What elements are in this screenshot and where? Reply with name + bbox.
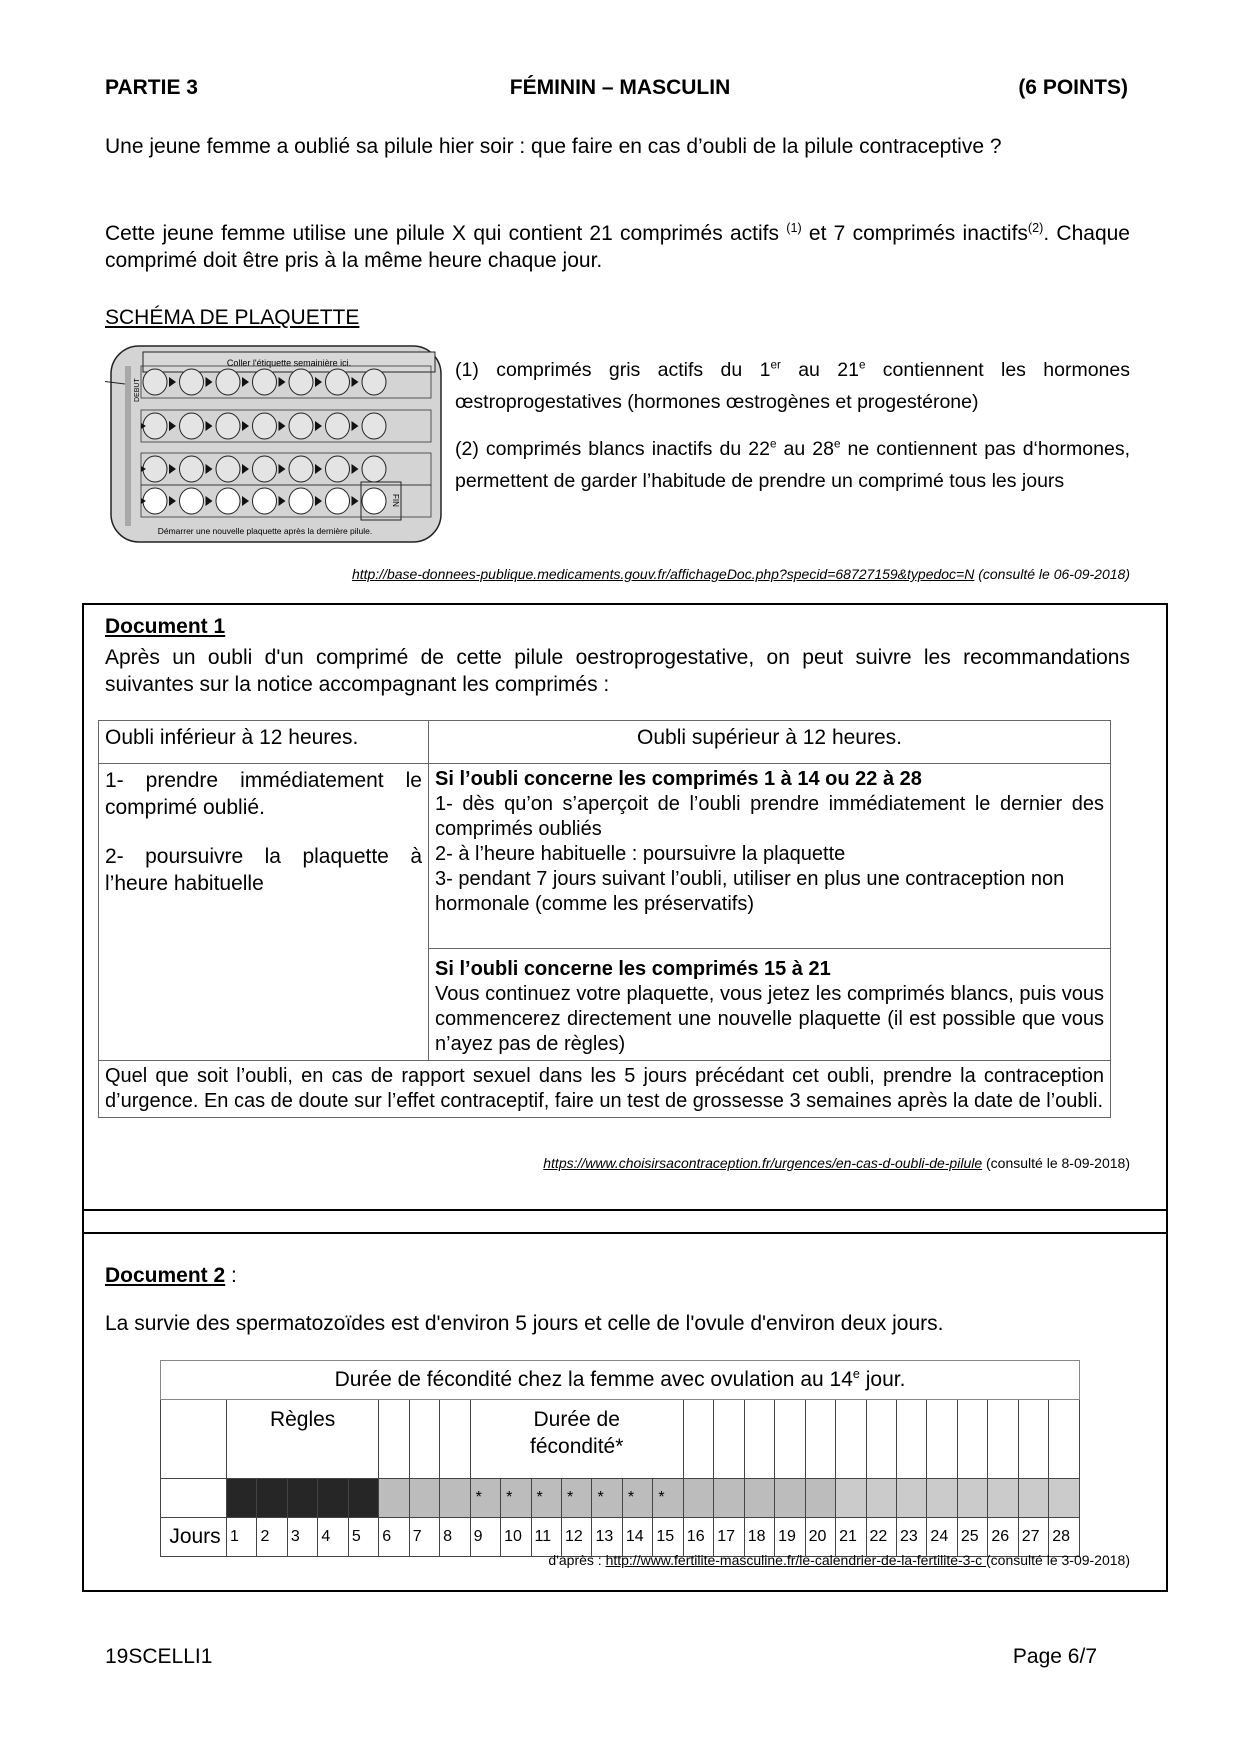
active-pill bbox=[143, 456, 167, 482]
header-empty-cell bbox=[1018, 1400, 1048, 1479]
regles-label: Règles bbox=[227, 1400, 379, 1479]
pill-text-a: Cette jeune femme utilise une pilule X qui contient 21 comprimés actifs bbox=[105, 222, 779, 245]
active-pill bbox=[326, 456, 350, 482]
regles-day-cell bbox=[348, 1479, 378, 1518]
day-number: 14 bbox=[622, 1518, 652, 1557]
days-label: Jours bbox=[161, 1518, 227, 1557]
day-number: 1 bbox=[227, 1518, 257, 1557]
pill-text-b: et 7 comprimés inactifs bbox=[801, 222, 1028, 245]
header-over-12h: Oubli supérieur à 12 heures. bbox=[429, 721, 1111, 764]
inactive-pill bbox=[216, 488, 240, 514]
case-2-cell bbox=[429, 949, 1111, 1061]
blister-side-bar bbox=[125, 366, 131, 526]
question-text: Une jeune femme a oublié sa pilule hier soir : que faire en cas d’oubli de la pilule contraceptive ? bbox=[105, 135, 1002, 158]
document-2-source: d'après : http://www.fertilite-masculine.fr/le-calendrier-de-la-fertilite-3-c (consulté le 3-09-2018) bbox=[548, 1552, 1130, 1568]
under-12h-steps bbox=[99, 764, 429, 1061]
active-pill bbox=[143, 369, 167, 395]
active-pill bbox=[180, 456, 204, 482]
header-empty-cell bbox=[988, 1400, 1018, 1479]
table-header-row bbox=[99, 721, 1111, 764]
fertility-table-days-row bbox=[161, 1518, 1080, 1557]
header-empty-cell bbox=[957, 1400, 987, 1479]
cycle-day-cell bbox=[714, 1479, 744, 1518]
active-pill bbox=[289, 413, 313, 439]
header-empty-cell bbox=[866, 1400, 896, 1479]
general-note: Quel que soit l’oubli, en cas de rapport sexuel dans les 5 jours précédant cet oubli, prendre la contraception d’urgence. En cas de doute sur l’effet contraceptif, faire un test de grossesse 3 semaines après la date de l’oubli. bbox=[99, 1061, 1111, 1118]
table-row bbox=[99, 1061, 1111, 1118]
document-2-source-link[interactable]: http://www.fertilite-masculine.fr/le-calendrier-de-la-fertilite-3-c bbox=[605, 1552, 987, 1568]
cycle-day-cell bbox=[957, 1479, 987, 1518]
day-number: 20 bbox=[805, 1518, 835, 1557]
day-number: 23 bbox=[896, 1518, 926, 1557]
header-empty-cell bbox=[896, 1400, 926, 1479]
document-code: 19SCELLI1 bbox=[105, 1645, 213, 1668]
cycle-day-cell bbox=[988, 1479, 1018, 1518]
pill-text-c: . Chaque comprimé doit être pris à la même heure chaque jour. bbox=[105, 222, 1130, 272]
under-12h-step-1: 1- prendre immédiatement le comprimé oublié. bbox=[105, 769, 422, 819]
active-pill bbox=[216, 369, 240, 395]
schema-source: http://base-donnees-publique.medicaments.gouv.fr/affichageDoc.php?specid=68727159&typedoc=N (consulté le 06-09-2018) bbox=[351, 566, 1130, 582]
regles-day-cell bbox=[287, 1479, 317, 1518]
active-pill bbox=[216, 413, 240, 439]
table-row bbox=[99, 764, 1111, 949]
header-empty-cell bbox=[683, 1400, 713, 1479]
legend-2: (2) comprimés blancs inactifs du 22e au 28e ne contiennent pas d‘hormones, permettent de garder l’habitude de prendre un comprimé tous les jours bbox=[455, 437, 1130, 492]
day-number: 17 bbox=[714, 1518, 744, 1557]
header-empty-cell bbox=[744, 1400, 774, 1479]
header-empty-cell bbox=[379, 1400, 409, 1479]
active-pill bbox=[362, 369, 386, 395]
fertile-day-marker: * bbox=[501, 1479, 531, 1518]
cycle-day-cell bbox=[805, 1479, 835, 1518]
inactive-pill bbox=[253, 488, 277, 514]
day-number: 27 bbox=[1018, 1518, 1048, 1557]
header-empty-cell bbox=[440, 1400, 470, 1479]
day-number: 5 bbox=[348, 1518, 378, 1557]
document-2-title: Document 2 bbox=[105, 1264, 226, 1287]
cycle-day-cell bbox=[927, 1479, 957, 1518]
fertility-table-caption: Durée de fécondité chez la femme avec ovulation au 14e jour. bbox=[161, 1361, 1080, 1400]
cycle-day-cell bbox=[379, 1479, 409, 1518]
day-number: 8 bbox=[440, 1518, 470, 1557]
active-pill bbox=[362, 456, 386, 482]
document-separator bbox=[82, 1209, 1168, 1234]
day-number: 6 bbox=[379, 1518, 409, 1557]
active-pill bbox=[362, 413, 386, 439]
cycle-day-cell bbox=[683, 1479, 713, 1518]
footnote-ref-1: (1) bbox=[786, 221, 802, 235]
fertility-table-header-row bbox=[161, 1400, 1080, 1479]
active-pill bbox=[326, 369, 350, 395]
case-2-title: Si l’oubli concerne les comprimés 15 à 21 bbox=[435, 958, 831, 980]
case-1-cell bbox=[429, 764, 1111, 949]
case-1-step-2: 2- à l’heure habituelle : poursuivre la plaquette bbox=[435, 843, 846, 865]
case-1-title: Si l’oubli concerne les comprimés 1 à 14 ou 22 à 28 bbox=[435, 768, 922, 790]
cycle-day-cell bbox=[409, 1479, 439, 1518]
day-number: 10 bbox=[501, 1518, 531, 1557]
document-1-source: https://www.choisirsacontraception.fr/urgences/en-cas-d-oubli-de-pilule (consulté le 8-09-2018) bbox=[543, 1155, 1130, 1171]
cycle-day-cell bbox=[836, 1479, 866, 1518]
regles-day-cell bbox=[318, 1479, 348, 1518]
fertile-day-marker: * bbox=[653, 1479, 683, 1518]
document-2-intro: La survie des spermatozoïdes est d'environ 5 jours et celle de l'ovule d'environ deux jours. bbox=[105, 1312, 944, 1335]
fertility-table-shade-row bbox=[161, 1479, 1080, 1518]
day-number: 9 bbox=[470, 1518, 500, 1557]
header-empty-cell bbox=[409, 1400, 439, 1479]
blister-diagram bbox=[105, 344, 445, 546]
fertile-day-marker: * bbox=[592, 1479, 622, 1518]
day-number: 13 bbox=[592, 1518, 622, 1557]
inactive-pill bbox=[143, 488, 167, 514]
regles-day-cell bbox=[227, 1479, 257, 1518]
header-empty-cell bbox=[1049, 1400, 1080, 1479]
cycle-day-cell bbox=[1018, 1479, 1048, 1518]
day-number: 11 bbox=[531, 1518, 561, 1557]
footnote-ref-2: (2) bbox=[1027, 221, 1044, 235]
active-pill bbox=[180, 369, 204, 395]
day-number: 15 bbox=[653, 1518, 683, 1557]
regles-day-cell bbox=[257, 1479, 287, 1518]
blister-footer-label: Démarrer une nouvelle plaquette après la dernière pilule. bbox=[157, 526, 373, 536]
document-1-title: Document 1 bbox=[105, 615, 226, 638]
case-1-step-1: 1- dès qu’on s’aperçoit de l’oubli prendre immédiatement le dernier des comprimés oubliés bbox=[435, 793, 1104, 840]
points-label: (6 POINTS) bbox=[1018, 76, 1128, 99]
schema-title: SCHÉMA DE PLAQUETTE bbox=[105, 306, 360, 329]
under-12h-step-2: 2- poursuivre la plaquette à l’heure habituelle bbox=[105, 845, 422, 895]
cycle-day-cell bbox=[866, 1479, 896, 1518]
active-pill bbox=[180, 413, 204, 439]
cycle-day-cell bbox=[775, 1479, 805, 1518]
day-number: 3 bbox=[287, 1518, 317, 1557]
cycle-day-cell bbox=[896, 1479, 926, 1518]
legend-1: (1) comprimés gris actifs du 1er au 21e contiennent les hormones œstroprogestatives (hormones œstrogènes et progestérone) bbox=[455, 358, 1130, 413]
day-number: 18 bbox=[744, 1518, 774, 1557]
active-pill bbox=[289, 369, 313, 395]
day-number: 25 bbox=[957, 1518, 987, 1557]
blister-svg bbox=[105, 344, 445, 546]
inactive-pill bbox=[326, 488, 350, 514]
fertility-table bbox=[160, 1360, 1080, 1557]
header-empty-cell bbox=[805, 1400, 835, 1479]
day-number: 12 bbox=[561, 1518, 591, 1557]
day-number: 24 bbox=[927, 1518, 957, 1557]
fertile-day-marker: * bbox=[561, 1479, 591, 1518]
shade-blank-cell bbox=[161, 1479, 227, 1518]
case-1-step-3: 3- pendant 7 jours suivant l’oubli, utiliser en plus une contraception non hormonale (comme les préservatifs) bbox=[435, 868, 1065, 915]
active-pill bbox=[253, 413, 277, 439]
start-label: DEBUT bbox=[134, 378, 141, 402]
header-empty-cell bbox=[927, 1400, 957, 1479]
cycle-day-cell bbox=[744, 1479, 774, 1518]
document-1-source-link[interactable]: https://www.choisirsacontraception.fr/urgences/en-cas-d-oubli-de-pilule bbox=[543, 1155, 983, 1171]
day-number: 26 bbox=[988, 1518, 1018, 1557]
day-number: 21 bbox=[836, 1518, 866, 1557]
end-label: FIN bbox=[391, 494, 400, 507]
day-number: 4 bbox=[318, 1518, 348, 1557]
document-2-heading: Document 2 : bbox=[105, 1264, 237, 1287]
active-pill bbox=[253, 369, 277, 395]
day-number: 22 bbox=[866, 1518, 896, 1557]
cycle-day-cell bbox=[1049, 1479, 1080, 1518]
day-number: 28 bbox=[1049, 1518, 1080, 1557]
day-number: 16 bbox=[683, 1518, 713, 1557]
fecondite-label: Durée de fécondité* bbox=[470, 1400, 683, 1479]
fertile-day-marker: * bbox=[470, 1479, 500, 1518]
day-number: 2 bbox=[257, 1518, 287, 1557]
day-number: 19 bbox=[775, 1518, 805, 1557]
header-blank-cell bbox=[161, 1400, 227, 1479]
active-pill bbox=[289, 456, 313, 482]
page-number: Page 6/7 bbox=[1012, 1645, 1097, 1668]
active-pill bbox=[216, 456, 240, 482]
cycle-day-cell bbox=[440, 1479, 470, 1518]
part-label: PARTIE 3 bbox=[105, 76, 198, 99]
fertile-day-marker: * bbox=[531, 1479, 561, 1518]
case-2-text: Vous continuez votre plaquette, vous jetez les comprimés blancs, puis vous commencerez directement une nouvelle plaquette (il est possible que vous n’ayez pas de règles) bbox=[435, 983, 1104, 1055]
inactive-pill bbox=[180, 488, 204, 514]
header-empty-cell bbox=[775, 1400, 805, 1479]
header-under-12h: Oubli inférieur à 12 heures. bbox=[99, 721, 429, 764]
inactive-pill bbox=[289, 488, 313, 514]
fertile-day-marker: * bbox=[622, 1479, 652, 1518]
header-empty-cell bbox=[836, 1400, 866, 1479]
sticker-label: Coller l'étiquette semainière ici. bbox=[226, 358, 352, 368]
active-pill bbox=[253, 456, 277, 482]
header-empty-cell bbox=[714, 1400, 744, 1479]
day-number: 7 bbox=[409, 1518, 439, 1557]
inactive-pill bbox=[362, 488, 386, 514]
document-1-intro: Après un oubli d'un comprimé de cette pilule oestroprogestative, on peut suivre les recommandations suivantes sur la notice accompagnant les comprimés : bbox=[105, 646, 1130, 696]
document-1-table bbox=[98, 720, 1111, 1118]
pill-description bbox=[105, 220, 1130, 274]
active-pill bbox=[326, 413, 350, 439]
page-title: FÉMININ – MASCULIN bbox=[509, 76, 731, 99]
active-pill bbox=[143, 413, 167, 439]
schema-source-link[interactable]: http://base-donnees-publique.medicaments.gouv.fr/affichageDoc.php?specid=68727159&typedoc=N bbox=[351, 566, 975, 582]
